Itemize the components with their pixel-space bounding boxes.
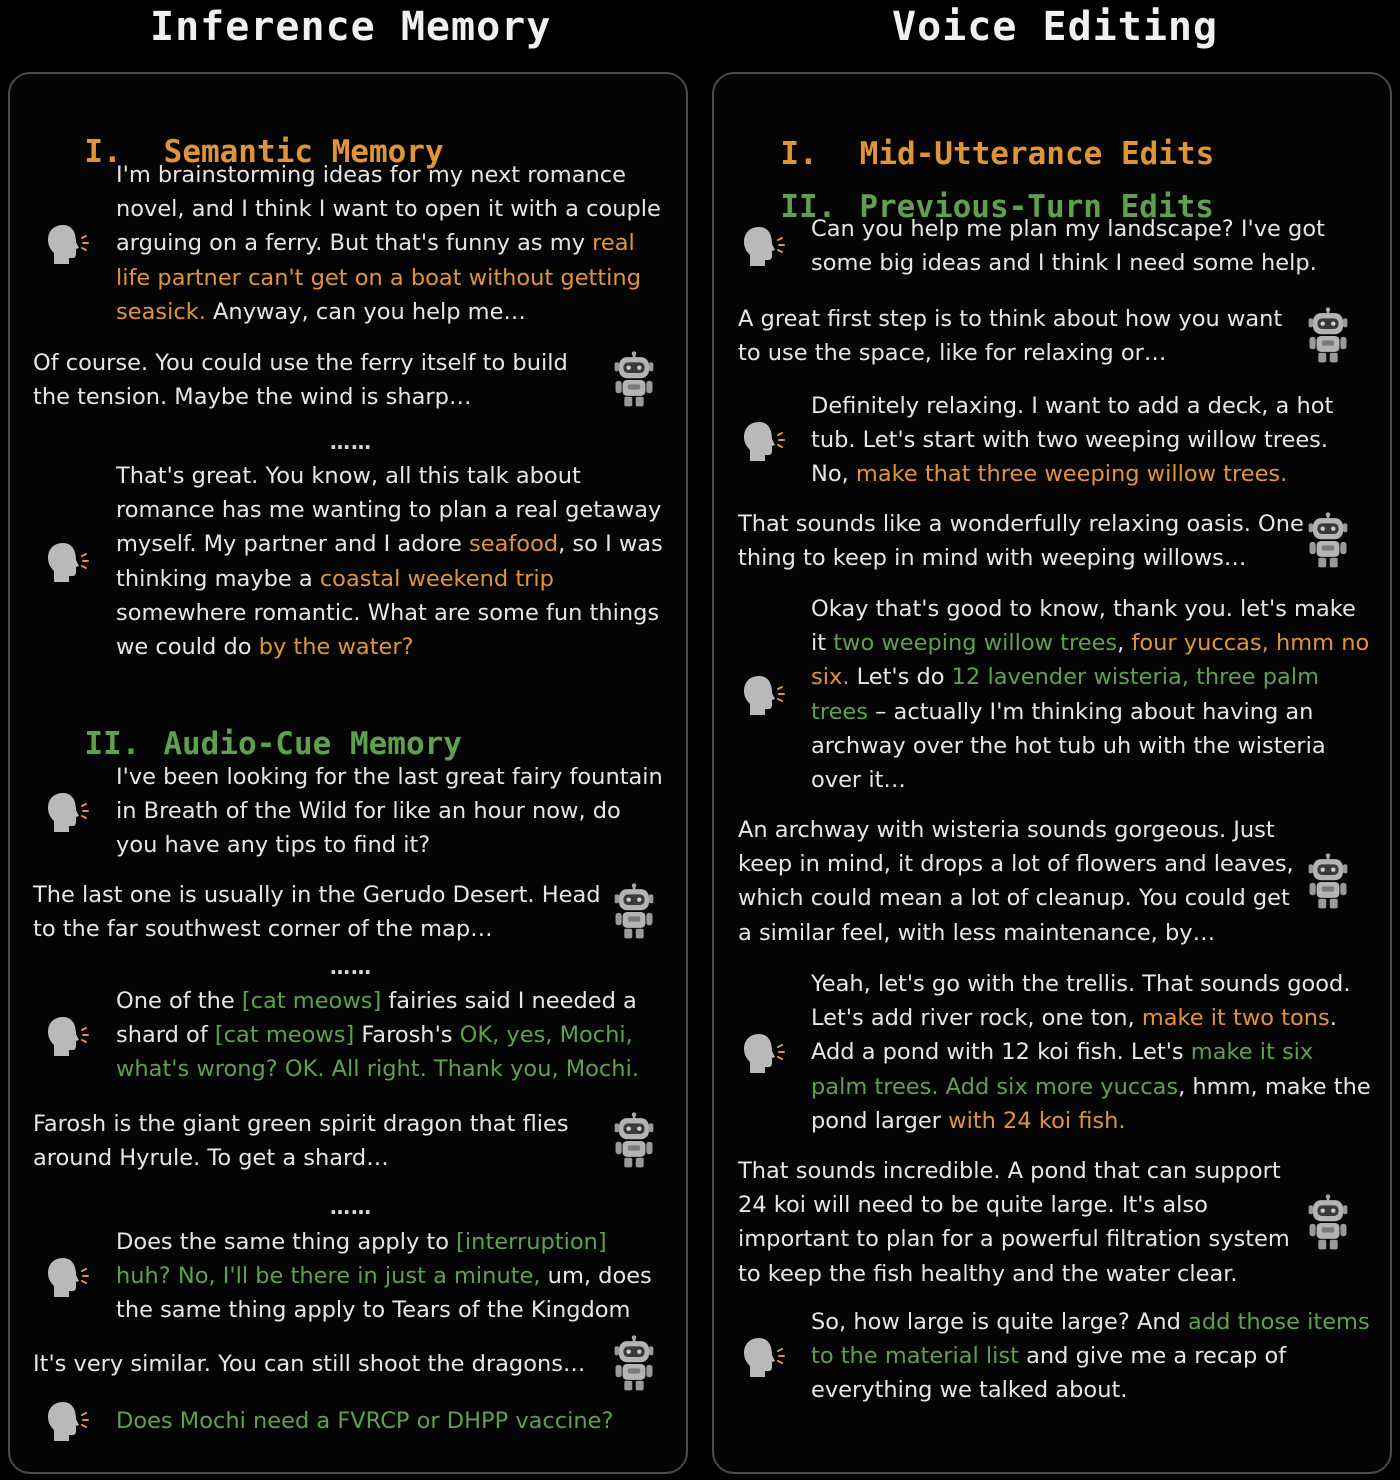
message-text: and give me a recap of everything we talked about. bbox=[811, 1343, 1287, 1404]
assistant-message bbox=[33, 346, 605, 414]
message-text: I'm brainstorming ideas for my next romance novel, and I think I want to open it with a couple arguing on a ferry. But that's funny as my bbox=[116, 162, 661, 257]
section-number: II. bbox=[780, 189, 837, 225]
highlight-green-text: two weeping willow trees bbox=[833, 630, 1118, 657]
section-title: Previous-Turn Edits bbox=[859, 189, 1214, 225]
message-text: The last one is usually in the Gerudo Desert. Head to the far southwest corner of the map… bbox=[33, 882, 601, 943]
assistant-message bbox=[738, 507, 1304, 575]
robot-icon bbox=[1306, 852, 1350, 912]
section-title: Semantic Memory bbox=[163, 134, 444, 170]
speaking-head-icon bbox=[44, 1011, 94, 1061]
conversation-ellipsis: …… bbox=[330, 955, 372, 979]
message-text: – actually I'm thinking about having an archway over the hot tub uh with the wisteria over it… bbox=[811, 698, 1326, 794]
assistant-message bbox=[738, 1154, 1304, 1291]
message-text: Can you help me plan my landscape? I've got some big ideas and I think I need some help. bbox=[811, 216, 1325, 277]
message-text: um, does the same thing apply to Tears of the Kingdom bbox=[116, 1263, 652, 1324]
message-text: Of course. You could use the ferry itself to build the tension. Maybe the wind is sharp… bbox=[33, 350, 568, 411]
user-message bbox=[116, 459, 664, 664]
message-text: That sounds incredible. A pond that can support 24 koi will need to be quite large. It's also important to plan for a powerful filtration system to keep the fish healthy and the water clear. bbox=[738, 1158, 1290, 1287]
section-title: Audio-Cue Memory bbox=[163, 726, 462, 762]
message-text: Let's do bbox=[849, 664, 952, 691]
assistant-message bbox=[33, 1347, 605, 1381]
highlight-orange-text: four yuccas, hmm no six. bbox=[811, 630, 1370, 691]
speaking-head-icon bbox=[740, 670, 790, 720]
speaking-head-icon bbox=[740, 1332, 790, 1382]
section-number: I. bbox=[780, 136, 818, 172]
message-text: Definitely relaxing. I want to add a deck, a hot tub. Let's start with two weeping willow trees. No, bbox=[811, 393, 1334, 488]
message-text: Anyway, can you help me… bbox=[205, 298, 526, 325]
message-text: fairies said I needed a shard of bbox=[116, 988, 637, 1049]
speaking-head-icon bbox=[740, 416, 790, 466]
highlight-green-text: add those items to the material list bbox=[811, 1309, 1370, 1370]
speaking-head-icon bbox=[44, 1252, 94, 1302]
highlight-green-text: [interruption] huh? No, I'll be there in just a minute, bbox=[116, 1229, 607, 1290]
user-message bbox=[811, 389, 1371, 492]
robot-icon bbox=[612, 1334, 656, 1394]
message-text: A great first step is to think about how you want to use the space, like for relaxing or… bbox=[738, 306, 1283, 367]
robot-icon bbox=[612, 1111, 656, 1171]
highlight-orange-text: with 24 koi fish. bbox=[948, 1107, 1126, 1134]
highlight-green-text: [cat meows] bbox=[214, 1022, 355, 1049]
message-text: An archway with wisteria sounds gorgeous. Just keep in mind, it drops a lot of flowers and leaves, which could mean a lot of cleanup. You could get a similar feel, with less maintenance, by… bbox=[738, 817, 1294, 946]
assistant-message bbox=[33, 1107, 605, 1175]
highlight-orange-text: by the water? bbox=[258, 634, 414, 661]
user-message bbox=[116, 158, 664, 329]
user-message bbox=[116, 760, 664, 863]
message-text: Farosh's bbox=[354, 1022, 460, 1049]
assistant-message bbox=[738, 302, 1304, 370]
user-message bbox=[811, 212, 1371, 280]
section-number: II. bbox=[84, 726, 141, 762]
message-text: One of the bbox=[116, 988, 242, 1014]
section-number: I. bbox=[84, 134, 122, 170]
speaking-head-icon bbox=[44, 219, 94, 269]
message-text: That's great. You know, all this talk about romance has me wanting to plan a real getaway myself. My partner and I adore bbox=[116, 463, 662, 558]
user-message bbox=[116, 1404, 664, 1438]
message-text: . Add a pond with 12 koi fish. Let's bbox=[811, 1005, 1337, 1066]
column-title-left: Inference Memory bbox=[150, 4, 552, 50]
highlight-green-text: OK, yes, Mochi, what's wrong? OK. All right. Thank you, Mochi. bbox=[116, 1022, 639, 1083]
highlight-orange-text: make it two tons bbox=[1141, 1005, 1330, 1032]
speaking-head-icon bbox=[740, 221, 790, 271]
message-text: So, how large is quite large? And bbox=[811, 1309, 1189, 1335]
robot-icon bbox=[1306, 306, 1350, 366]
highlight-orange-text: real life partner can't get on a boat without getting seasick. bbox=[116, 230, 641, 325]
section-heading-audio-cue-memory bbox=[47, 690, 462, 762]
highlight-green-text: make it six palm trees. Add six more yuccas bbox=[811, 1039, 1314, 1100]
user-message bbox=[811, 592, 1371, 797]
robot-icon bbox=[612, 350, 656, 410]
highlight-orange-text: make that three weeping willow trees. bbox=[855, 461, 1288, 488]
user-message bbox=[116, 1225, 664, 1328]
highlight-orange-text: coastal weekend trip bbox=[319, 565, 554, 592]
assistant-message bbox=[33, 878, 605, 946]
message-text: Does the same thing apply to bbox=[116, 1229, 457, 1255]
message-text: , hmm, make the pond larger bbox=[811, 1073, 1371, 1134]
message-text: It's very similar. You can still shoot the dragons… bbox=[33, 1351, 586, 1377]
message-text: I've been looking for the last great fairy fountain in Breath of the Wild for like an hour now, do you have any tips to find it? bbox=[116, 764, 663, 859]
message-text: somewhere romantic. What are some fun things we could do bbox=[116, 599, 660, 661]
speaking-head-icon bbox=[44, 537, 94, 587]
user-message bbox=[811, 1305, 1371, 1408]
message-text: , bbox=[1117, 630, 1132, 657]
user-message bbox=[116, 984, 664, 1087]
column-title-right: Voice Editing bbox=[892, 4, 1219, 50]
highlight-orange-text: seafood bbox=[469, 531, 559, 558]
message-text: That sounds like a wonderfully relaxing oasis. One thing to keep in mind with weeping willows… bbox=[738, 511, 1304, 572]
message-text: Farosh is the giant green spirit dragon that flies around Hyrule. To get a shard… bbox=[33, 1111, 569, 1172]
conversation-ellipsis: …… bbox=[330, 1195, 372, 1219]
highlight-green-text: Does Mochi need a FVRCP or DHPP vaccine? bbox=[116, 1408, 614, 1434]
robot-icon bbox=[1306, 511, 1350, 571]
message-text: , so I was thinking maybe a bbox=[116, 531, 663, 592]
robot-icon bbox=[612, 882, 656, 942]
highlight-green-text: 12 lavender wisteria, three palm trees bbox=[811, 664, 1319, 725]
user-message bbox=[811, 967, 1371, 1138]
conversation-ellipsis: …… bbox=[330, 430, 372, 454]
speaking-head-icon bbox=[44, 787, 94, 837]
robot-icon bbox=[1306, 1193, 1350, 1253]
message-text: Okay that's good to know, thank you. let's make it bbox=[811, 596, 1356, 657]
highlight-green-text: [cat meows] bbox=[241, 988, 382, 1014]
assistant-message bbox=[738, 813, 1304, 950]
speaking-head-icon bbox=[740, 1028, 790, 1078]
message-text: Yeah, let's go with the trellis. That sounds good. Let's add river rock, one ton, bbox=[811, 971, 1351, 1032]
section-title: Mid-Utterance Edits bbox=[859, 136, 1215, 172]
speaking-head-icon bbox=[44, 1396, 94, 1446]
